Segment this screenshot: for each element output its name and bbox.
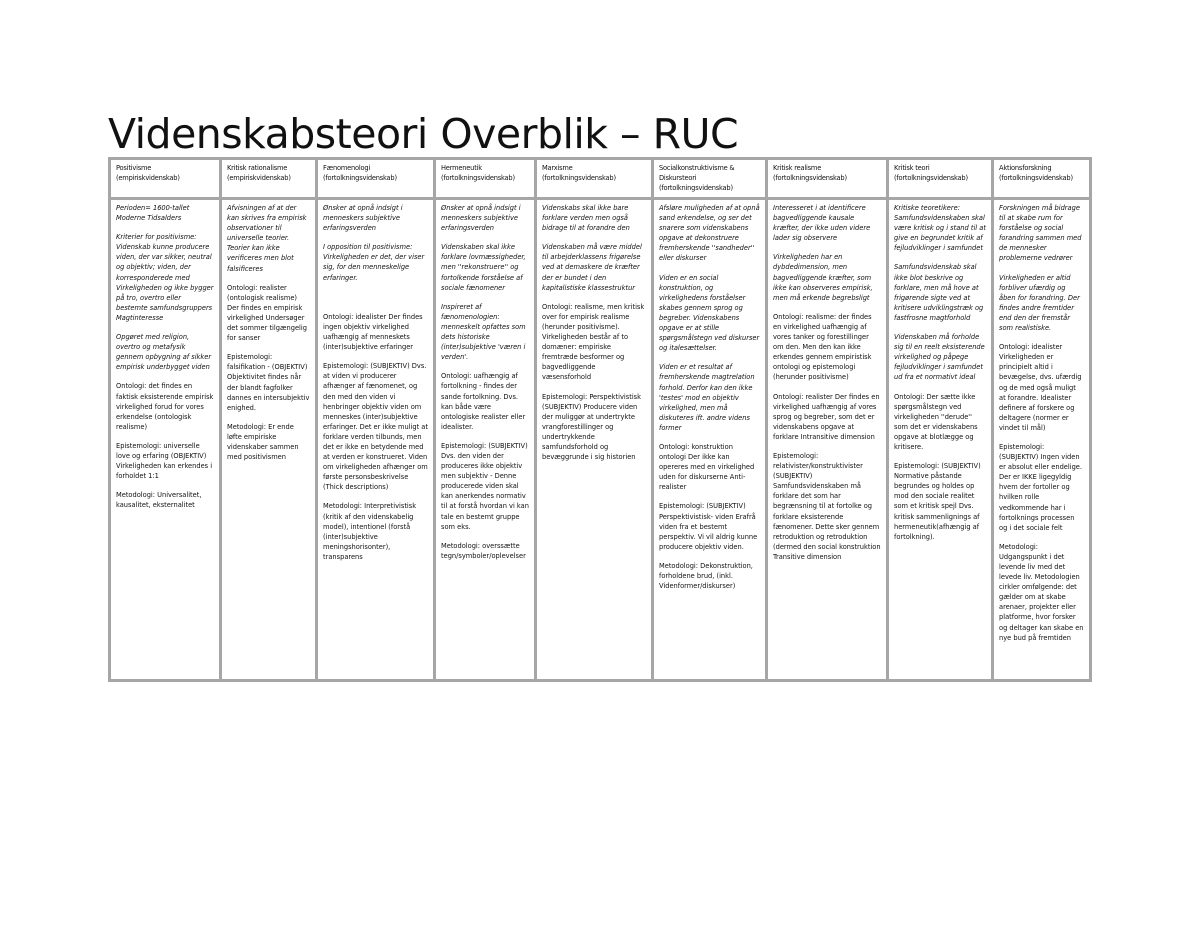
- paragraph: Ontologi: det findes en faktisk eksisterende empirisk virkelighed forud for vores erkendelse (ontologisk realisme): [116, 381, 214, 431]
- paragraph: Epistemologi: (SUBJEKTIV) Perspektivistisk- viden Erafrå viden fra et bestemt perspektiv. Vi vil aldrig kunne producere objektiv viden.: [659, 501, 758, 551]
- header-row: [110, 159, 1091, 199]
- paragraph: Epistemologi: universelle love og erfaring (OBJEKTIV) Virkeligheden kan erkendes i forholdet 1:1: [116, 440, 213, 481]
- paragraph: Metodologi: Er ende løfte empiriske videnskaber sammen med positivismen: [227, 421, 299, 462]
- paragraph: Metodologi: Universalitet, kausalitet, eksternalitet: [116, 490, 202, 510]
- page-title: Videnskabsteori Overblik – RUC: [108, 110, 739, 158]
- column-header: [110, 159, 221, 199]
- paragraph: Ontologi: realisme: der findes en virkelighed uafhængig af vores tanker og forestillinger om den. Men den kan ikke erkendes gennem empiristisk ontologi og epistemologi (herunder positivisme): [773, 311, 872, 382]
- paragraph: Ontologi: idealister Der findes ingen objektiv virkelighed uafhængig af menneskets (inter)subjektive erfaringer: [323, 311, 423, 352]
- column-body: [110, 199, 221, 681]
- paragraph: Metodologi: Interpretivistisk (kritik af den videnskabelig model), intentionel (forstå (inter)subjektive meningshorisonter), transparens: [323, 501, 417, 561]
- paragraph: Epistemologi: Perspektivistisk (SUBJEKTIV) Producere viden der muliggør at undertrykte vrangforestillinger og undertrykkende samfundsforhold og bevæggrunde i sig historien: [542, 391, 641, 462]
- column-subtitle: (fortolkningsvidenskab): [323, 173, 397, 183]
- paragraph: Virkeligheden er altid forbliver ufærdig og åben for forandring. Der findes andre fremtider end den der fremstår som realistiske.: [999, 272, 1080, 333]
- paragraph: Videnskaben må forholde sig til en reelt eksisterende virkelighed og påpege fejludviklinger i samfundet ud fra et normativt ideal: [894, 332, 985, 382]
- paragraph: Ønsker at opnå indsigt i menneskers subjektive erfaringsverden: [441, 203, 521, 233]
- column-title: Socialkonstruktivisme &: [659, 163, 735, 172]
- column-header: [221, 159, 317, 199]
- column-body: [221, 199, 317, 681]
- column-subtitle: (empiriskvidenskab): [227, 173, 291, 183]
- paragraph: Epistemologi: (SUBJEKTIV) Dvs. at viden vi producerer afhænger af fænomenet, og den med den viden vi henbringer objektiv viden om menneskes (inter)subjektive erfaringer. Det er ikke muligt at forklare verden tilbunds, men det er ikke en betydende med at verden er konstrueret. Viden om virkeligheden afhænger om første personsbeskrivelse (Thick descriptions): [323, 361, 428, 492]
- paragraph: Ønsker at opnå indsigt i menneskers subjektive erfaringsverden: [323, 203, 403, 233]
- column-subtitle: (fortolkningsvidenskab): [894, 173, 968, 183]
- column-body: [993, 199, 1091, 681]
- paragraph: Kritiske teoretikere: Samfundsvidenskaben skal være kritisk og i stand til at give en begrundet kritik af fejludviklinger i samfundet: [894, 203, 986, 253]
- paragraph: Inspireret af fænomenologien: menneskelt opfattes som dets historiske (inter)subjektive 'væren i verden'.: [441, 301, 526, 362]
- column-body: [653, 199, 767, 681]
- paragraph: Viden er et resultat af fremherskende magtrelation forhold. Derfor kan den ikke 'testes' mod en objektiv virkelighed, men må diskuteres ift. andre videns former: [659, 362, 755, 432]
- paragraph: Epistemologi: (SUBJEKTIV) Normative påstande begrundes og holdes op mod den sociale realitet som et kritisk spejl Dvs. kritisk sammenlignings af hermeneutik(afhængig af fortolkning).: [894, 461, 981, 541]
- paragraph: Ontologi: uafhængig af fortolkning - findes der sande fortolkning. Dvs. kan både være ontologiske realister eller idealister.: [441, 371, 526, 431]
- paragraph: Ontologi: realister Der findes en virkelighed uafhængig af vores sprog og begreber, som det er videnskabens opgave at forklare Intransitive dimension: [773, 391, 880, 441]
- overview-table: [108, 157, 1092, 682]
- paragraph: Ontologi: realisme, men kritisk over for empirisk realisme (herunder positivisme). Virkeligheden består af to domæner: empiriske fremtræde besformer og bagvedliggende væsensforhold: [542, 301, 645, 382]
- column-title: Kritisk teori: [894, 163, 930, 172]
- column-header: [888, 159, 993, 199]
- column-title: Aktionsforskning: [999, 163, 1052, 172]
- column-header: [993, 159, 1091, 199]
- column-title: Hermeneutik: [441, 163, 482, 172]
- paragraph: Afvisningen af at der kan skrives fra empirisk observationer til universelle teorier. Teorier kan ikke verificeres men blot falsificeres: [227, 203, 307, 273]
- column-subtitle: (empiriskvidenskab): [116, 173, 180, 183]
- content-row: [110, 199, 1091, 681]
- column-title: Marxisme: [542, 163, 573, 172]
- paragraph: Metodologi: overssætte tegn/symboler/oplevelser: [441, 540, 526, 560]
- column-subtitle: Diskursteori (fortolkningsvidenskab): [659, 173, 733, 193]
- column-body: [536, 199, 653, 681]
- paragraph: Afsløre muligheden af at opnå sand erkendelse, og ser det snarere som videnskabens opgave at dekonstruere fremherskende ''sandheder'' eller diskurser: [659, 203, 760, 263]
- paragraph: Epistemologi: falsifikation - (OBJEKTIV) Objektivitet findes når der blandt fagfolker dannes en intersubjektiv enighed.: [227, 352, 310, 412]
- column-title: Kritisk rationalisme: [227, 163, 288, 172]
- column-header: [317, 159, 435, 199]
- column-header: [536, 159, 653, 199]
- column-body: [435, 199, 536, 681]
- paragraph: Ontologi: realister (ontologisk realisme) Der findes en empirisk virkelighed Undersøger det sommer tilgængelig for sanser: [227, 282, 307, 343]
- paragraph: Ontologi: Der sætte ikke spørgsmålstegn ved virkeligheden ''derude'' som det er videnskabens opgave at blotlægge og kritisere.: [894, 391, 978, 451]
- paragraph: I opposition til positivisme: Virkeligheden er det, der viser sig, for den menneskelige erfaringer.: [323, 242, 425, 282]
- column-title: Kritisk realisme: [773, 163, 822, 172]
- paragraph: Metodologi: Dekonstruktion, forholdene brud, (inkl. Videnformer/diskurser): [659, 560, 753, 591]
- column-header: [435, 159, 536, 199]
- column-body: [317, 199, 435, 681]
- paragraph: Samfundsvidenskab skal ikke blot beskrive og forklare, men må hove at frigørende sigte ved at kritisere udviklingstræk og fastfrosne magtforhold: [894, 262, 984, 322]
- column-subtitle: (fortolkningsvidenskab): [773, 173, 847, 183]
- column-subtitle: (fortolkningsvidenskab): [542, 173, 616, 183]
- paragraph: Epistemologi: (SUBJEKTIV) Ingen viden er absolut eller endelige. Der er IKKE ligegyldig hvem der fortoller og hvilken rolle vedkommende har i fortolknings processen og i det sociale felt: [999, 441, 1083, 532]
- paragraph: Opgøret med religion, overtro og metafysik gennem opbygning af sikker empirisk underbygget viden: [116, 332, 212, 372]
- column-subtitle: (fortolkningsvidenskab): [441, 173, 515, 183]
- paragraph: Ontologi: idealister Virkeligheden er principielt altid i bevægelse, dvs. ufærdig og de med også muligt at forandre. Idealister definere af forskere og deltagere (normer er vindet til mål): [999, 342, 1082, 432]
- paragraph: Epistemologi: relativister/konstruktivister (SUBJEKTIV) Samfundsvidenskaben må forklare det som har begrænsning til at fortolke og forklare eksisterende fænomener. Dette sker gennem retroduktion og retroduktion (dermed den social konstruktion Transitive dimension: [773, 450, 881, 561]
- paragraph: Ontologi: konstruktion ontologi Der ikke kan opereres med en virkelighed uden for diskurserne Anti-realister: [659, 441, 755, 492]
- column-body: [888, 199, 993, 681]
- paragraph: Perioden= 1600-tallet Moderne Tidsalders: [116, 203, 190, 223]
- column-title: Positivisme: [116, 163, 152, 172]
- paragraph: Videnskabs skal ikke bare forklare verden men også bidrage til at forandre den: [542, 203, 630, 233]
- column-body: [767, 199, 888, 681]
- paragraph: Videnskaben skal ikke forklare lovmæssigheder, men ''rekonstruere'' og fortolkende forståelse af sociale fænomener: [441, 242, 526, 292]
- column-subtitle: (fortolkningsvidenskab): [999, 173, 1073, 183]
- column-header: [653, 159, 767, 199]
- column-title: Fænomenologi: [323, 163, 371, 172]
- paragraph: Videnskaben må være middel til arbejderklassens frigørelse ved at demaskere de kræfter der er bundet i den kapitalistiske klassestruktur: [542, 242, 642, 292]
- column-header: [767, 159, 888, 199]
- paragraph: Forskningen må bidrage til at skabe rum for forståelse og social forandring sammen med de mennesker problemerne vedrører: [999, 203, 1082, 263]
- paragraph: Virkeligheden har en dybdedimension, men bagvedliggende kræfter, som ikke kan observeres empirisk, men må erkende begrebsligt: [773, 252, 873, 302]
- paragraph: Interesseret i at identificere bagvedliggende kausale kræfter, der ikke uden videre lader sig observere: [773, 203, 871, 243]
- paragraph: Metodologi: Udgangspunkt i det levende liv med det levede liv. Metodologien cirkler omfølgende: det gælder om at skabe arenaer, projekter eller platforme, hvor forsker og deltager kan skabe en nye bud på fremtiden: [999, 541, 1084, 642]
- paragraph: Epistemologi: (SUBJEKTIV) Dvs. den viden der produceres ikke objektiv men subjektiv - Denne producerede viden skal kan anerkendes normativ til at forstå hvordan vi kan tale en bestemt gruppe som eks.: [441, 440, 529, 531]
- paragraph: Viden er en social konstruktion, og virkelighedens forståelser skabes gennem sprog og begreber. Videnskabens opgave er at stille spørgsmålstegn ved diskurser og italesættelser.: [659, 272, 760, 353]
- paragraph: Kriterier for positivisme: Videnskab kunne producere viden, der var sikker, neutral og objektiv; viden, der korresponderede med Virkeligheden og ikke bygger på tro, overtro eller bestemte samfundsgruppers Magtinteresse: [116, 232, 214, 322]
